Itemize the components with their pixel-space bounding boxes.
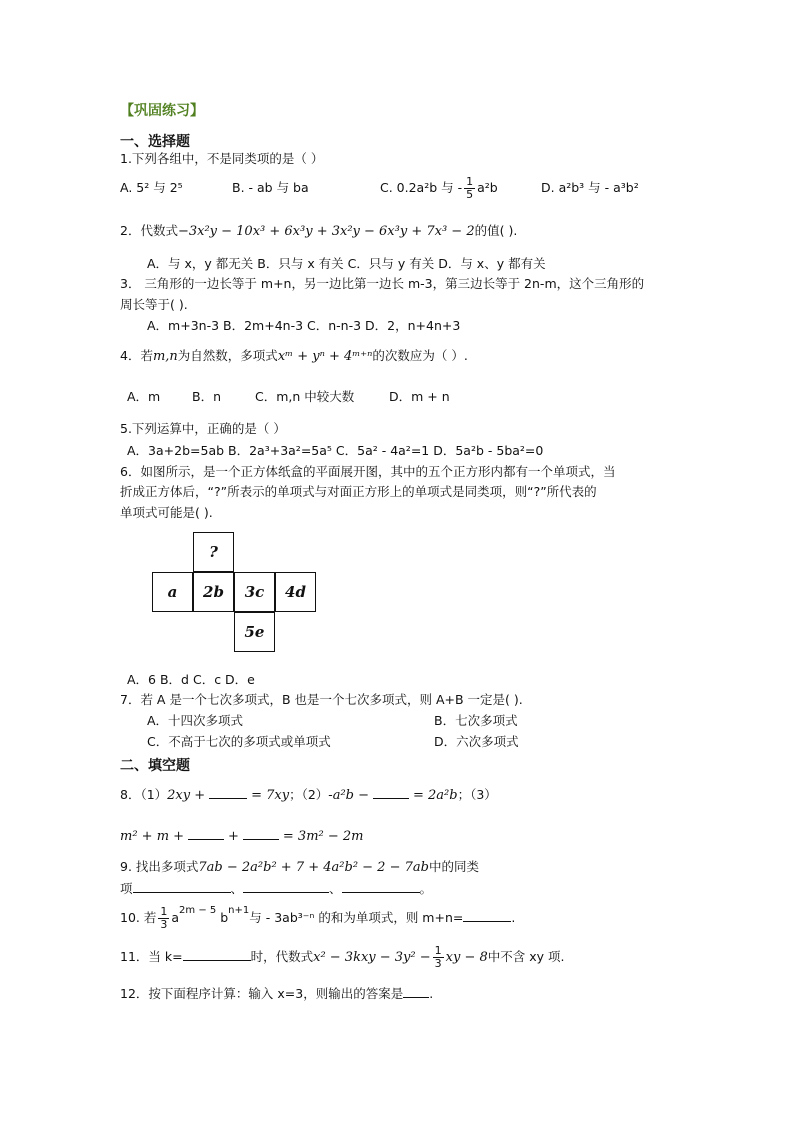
q10-blank[interactable] [463,909,511,922]
q8-e3c: = 3m² − 2m [282,829,364,844]
q9-suffix: 中的同类 [428,859,479,874]
q11-num: 1 [434,944,442,957]
q8-blank-1[interactable] [209,786,247,799]
q6-line1: 6．如图所示，是一个正方体纸盒的平面展开图，其中的五个正方形内都有一个单项式，当 [120,464,616,479]
q1-stem: 1.下列各组中，不是同类项的是（ ） [120,151,324,166]
q8-line2 [120,827,364,845]
q4-suffix: 的次数应为（ ）. [372,348,468,363]
q5-options: A．3a+2b=5ab B．2a³+3a²=5a⁵ C．5a² - 4a²=1 D．5a²b - 5ba²=0 [127,443,544,458]
section-heading: 【巩固练习】 [120,103,204,119]
q7-option-c: C．不高于七次的多项式或单项式 [147,734,331,749]
q4-prefix: 4．若 [120,348,153,363]
q10-den: 3 [160,918,168,932]
q12-blank[interactable] [403,985,429,998]
q3-line2: 周长等于( ). [120,297,188,312]
q10-a: a [171,910,180,926]
q4-option-d: D．m + n [389,389,450,404]
q4-vars: m,n [152,349,178,364]
q10-end: . [511,910,516,926]
q10-exp2: n+1 [228,905,250,916]
q7-stem: 7．若 A 是一个七次多项式，B 也是一个七次多项式，则 A+B 一定是( ). [120,692,523,707]
q2-expression: −3x²y − 10x³ + 6x³y + 3x²y − 6x³y + 7x³ − 2 [177,224,475,239]
q2-options: A．与 x，y 都无关 B．只与 x 有关 C．只与 y 有关 D．与 x、y 都有关 [147,256,546,271]
section-title-choice: 一、选择题 [120,134,190,150]
q9-line1 [120,859,479,876]
q7-option-b: B．七次多项式 [434,713,518,728]
q8-part1-label: 8．（1） [120,787,168,802]
q11-suffix: 中不含 xy 项. [487,949,565,964]
q9-blank-1[interactable] [133,880,231,893]
q2-suffix: 的值( ). [474,223,518,238]
q10-mid: 与 - 3ab³⁻ⁿ 的和为单项式，则 m+n= [249,910,464,926]
q4-expression: xᵐ + yⁿ + 4ᵐ⁺ⁿ [277,349,373,364]
q8-e1b: = 7xy [251,788,290,803]
q10-exp1: 2m − 5 [179,905,217,916]
q1-c-den: 5 [466,188,474,201]
q1-option-d: D. a²b³ 与 - a³b² [541,180,639,195]
cube-face-3c: 3c [234,572,275,612]
q10-line [120,905,515,931]
cube-face-4d: 4d [275,572,316,612]
q5-stem: 5.下列运算中，正确的是（ ） [120,421,286,436]
q4-option-a: A．m [127,389,161,404]
q11-prefix: 11．当 k= [120,949,183,964]
q12-text: 12．按下面程序计算：输入 x=3，则输出的答案是 [120,986,404,1001]
q9-expression: 7ab − 2a²b² + 7 + 4a²b² − 2 − 7ab [198,860,429,875]
q9-blank-3[interactable] [342,880,420,893]
q4-option-c: C．m,n 中较大数 [255,389,355,404]
q1-option-c [380,176,498,201]
cube-face-question: ? [193,532,234,572]
cube-face-a: a [152,572,193,612]
q11-expr1: x² − 3kxy − 3y² − [313,950,431,965]
q8-blank-4[interactable] [243,827,279,840]
q8-e2b: = 2a²b [412,788,458,803]
q3-options: A．m+3n-3 B．2m+4n-3 C．n-n-3 D．2，n+4n+3 [147,318,461,333]
q7-option-a: A．十四次多项式 [147,713,244,728]
q4-stem [120,348,468,365]
q6-line3: 单项式可能是( ). [120,505,213,520]
q9-sep-1: 、 [230,881,244,896]
q7-option-d: D．六次多项式 [434,734,519,749]
q10-b: b [220,910,229,926]
q8-part2-label: ；（2） [289,787,329,802]
q9-blank-2[interactable] [243,880,329,893]
q11-line [120,945,564,970]
q8-blank-2[interactable] [373,786,409,799]
q11-blank[interactable] [183,948,251,961]
q3-line1: 3． 三角形的一边长等于 m+n，另一边比第一边长 m-3，第三边长等于 2n-m，这个三角形的 [120,276,645,291]
q4-mid: 为自然数，多项式 [177,348,278,363]
q11-mid: 时，代数式 [250,949,314,964]
q9-end: 。 [419,881,433,896]
q8-line1 [120,786,497,804]
q8-e1a: 2xy + [167,788,206,803]
q1-c-num: 1 [466,175,474,188]
q1-c-post: a²b [477,180,498,195]
q4-option-b: B．n [192,389,221,404]
q1-option-a: A. 5² 与 2⁵ [120,180,183,195]
cube-face-2b: 2b [193,572,234,612]
q12-end: . [429,986,434,1001]
q9-line2 [120,880,432,897]
q8-blank-3[interactable] [188,827,224,840]
q9-line2-start: 项 [120,881,133,896]
q1-c-pre: C. 0.2a²b 与 - [380,180,463,195]
section-title-fill: 二、填空题 [120,758,190,774]
q11-expr2: xy − 8 [445,950,488,965]
q8-part3-label: ；（3） [457,787,497,802]
q6-line2: 折成正方体后，“?”所表示的单项式与对面正方形上的单项式是同类项，则“?”所代表的 [120,484,597,499]
q10-prefix: 10. 若 [120,910,157,926]
q9-sep-2: 、 [329,881,342,896]
q1-option-b: B. - ab 与 ba [232,180,309,195]
q9-prefix: 9. 找出多项式 [120,859,199,874]
q8-e2a: -a²b − [328,788,369,803]
q10-num: 1 [160,905,168,919]
q11-den: 3 [434,957,442,970]
q11-fraction [433,945,444,970]
cube-face-5e: 5e [234,612,275,652]
q2-stem [120,223,517,240]
q8-e3a: m² + m + [120,829,185,844]
q12-line [120,985,433,1002]
q8-e3b: + [228,829,239,844]
q10-fraction [158,906,169,931]
q1-c-fraction [464,176,475,201]
q2-prefix: 2．代数式 [120,223,178,238]
q6-options: A．6 B．d C．c D．e [127,672,255,687]
